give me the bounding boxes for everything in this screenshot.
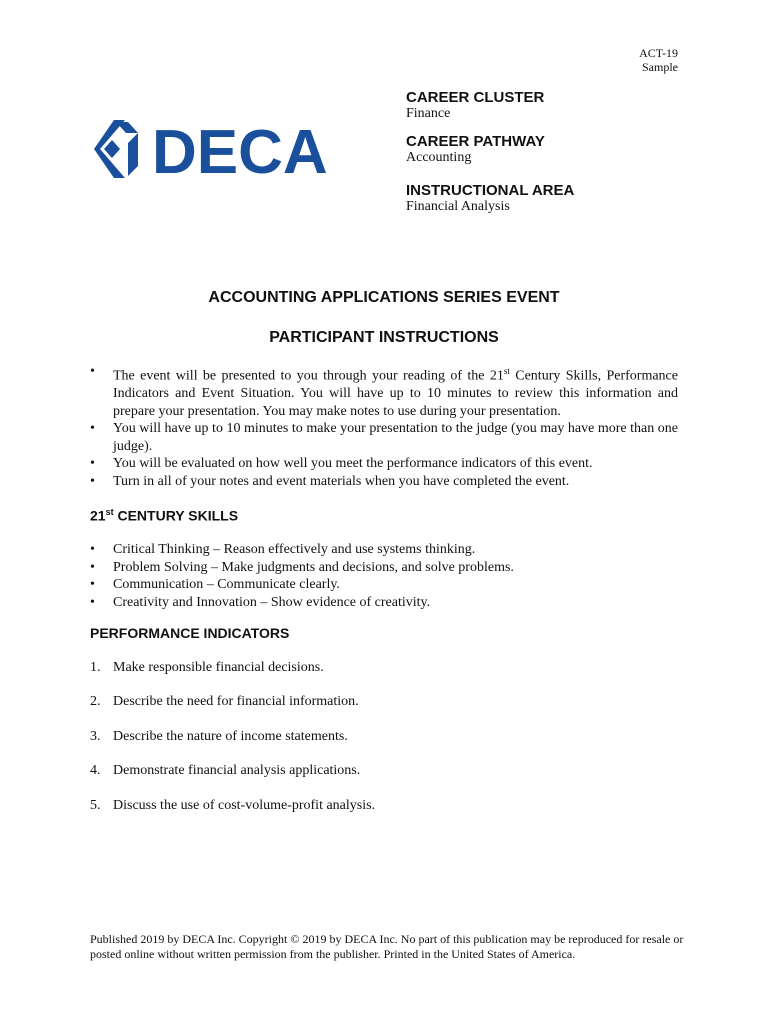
bullet-icon: •: [90, 364, 95, 379]
instructional-area-value: Financial Analysis: [406, 199, 510, 214]
career-meta: [406, 89, 706, 226]
career-pathway-value: Accounting: [406, 150, 472, 165]
indicator-text: Describe the need for financial information.: [113, 694, 359, 710]
list-item: [90, 455, 678, 473]
instruction-text: You will have up to 10 minutes to make your presentation to the judge (you may have more than one judge).: [113, 421, 678, 454]
career-cluster-label: CAREER CLUSTER: [406, 89, 545, 106]
item-number: 2.: [90, 694, 101, 710]
bullet-icon: •: [90, 577, 95, 593]
bullet-icon: •: [90, 542, 95, 558]
bullet-icon: •: [90, 473, 95, 489]
performance-list: [90, 659, 678, 815]
instruction-text: You will be evaluated on how well you meet the performance indicators of this event.: [113, 456, 593, 472]
career-pathway-label: CAREER PATHWAY: [406, 133, 545, 150]
list-item: [90, 473, 678, 491]
superscript: st: [503, 366, 510, 376]
event-title: ACCOUNTING APPLICATIONS SERIES EVENT: [208, 289, 560, 306]
list-item: [90, 797, 678, 815]
skill-text: Communication – Communicate clearly.: [113, 577, 340, 593]
indicator-text: Demonstrate financial analysis applications.: [113, 763, 361, 779]
superscript: st: [105, 507, 114, 518]
list-item: [90, 693, 678, 711]
list-item: [90, 576, 678, 594]
skills-heading-text: CENTURY SKILLS: [113, 507, 239, 524]
copyright-footer: Published 2019 by DECA Inc. Copyright © 2019 by DECA Inc. No part of this publication may be reproduced for resale or posted online without written permission from the publisher. Printed in the United States of America.: [90, 932, 684, 961]
deca-logo: [92, 116, 362, 182]
list-item: [90, 762, 678, 780]
list-item: [90, 594, 678, 612]
skill-text: Creativity and Innovation – Show evidence of creativity.: [113, 594, 431, 610]
indicator-text: Describe the nature of income statements.: [113, 728, 348, 744]
instruction-text: Turn in all of your notes and event materials when you have completed the event.: [113, 473, 570, 489]
indicator-text: Make responsible financial decisions.: [113, 659, 324, 675]
bullet-icon: •: [90, 559, 95, 575]
indicator-text: Discuss the use of cost-volume-profit analysis.: [113, 797, 376, 813]
instruction-text: The event will be presented to you through your reading of the 21: [113, 368, 504, 384]
skills-heading: [90, 504, 678, 525]
instructions-list: [90, 363, 678, 490]
skills-heading-num: 21: [90, 507, 106, 524]
item-number: 1.: [90, 659, 101, 675]
bullet-icon: •: [90, 594, 95, 610]
instruction-text: Century Skills, Performance Indicators and Event Situation. You will have up to 10 minutes to review this information and prepare your presentation. You may make notes to use during your presentation.: [113, 368, 678, 419]
doc-sample-label: Sample: [642, 60, 678, 74]
list-item: [90, 541, 678, 559]
doc-code-id: ACT-19: [639, 46, 678, 60]
skill-text: Critical Thinking – Reason effectively and use systems thinking.: [113, 542, 476, 558]
instructions-title: PARTICIPANT INSTRUCTIONS: [269, 329, 499, 346]
list-item: [90, 659, 678, 677]
performance-heading: PERFORMANCE INDICATORS: [90, 625, 290, 642]
career-cluster-value: Finance: [406, 106, 451, 121]
list-item: [90, 728, 678, 746]
deca-logo-text: DECA: [152, 118, 328, 182]
deca-diamond-icon: [92, 116, 362, 182]
list-item: [90, 559, 678, 577]
skill-text: Problem Solving – Make judgments and decisions, and solve problems.: [113, 559, 514, 575]
item-number: 5.: [90, 797, 101, 813]
instructional-area-label: INSTRUCTIONAL AREA: [406, 182, 575, 199]
bullet-icon: •: [90, 456, 95, 472]
item-number: 3.: [90, 728, 101, 744]
document-code: [639, 46, 678, 74]
bullet-icon: •: [90, 421, 95, 437]
list-item: [90, 363, 678, 420]
item-number: 4.: [90, 763, 101, 779]
list-item: [90, 420, 678, 455]
skills-list: [90, 541, 678, 611]
main-content: [90, 363, 678, 831]
